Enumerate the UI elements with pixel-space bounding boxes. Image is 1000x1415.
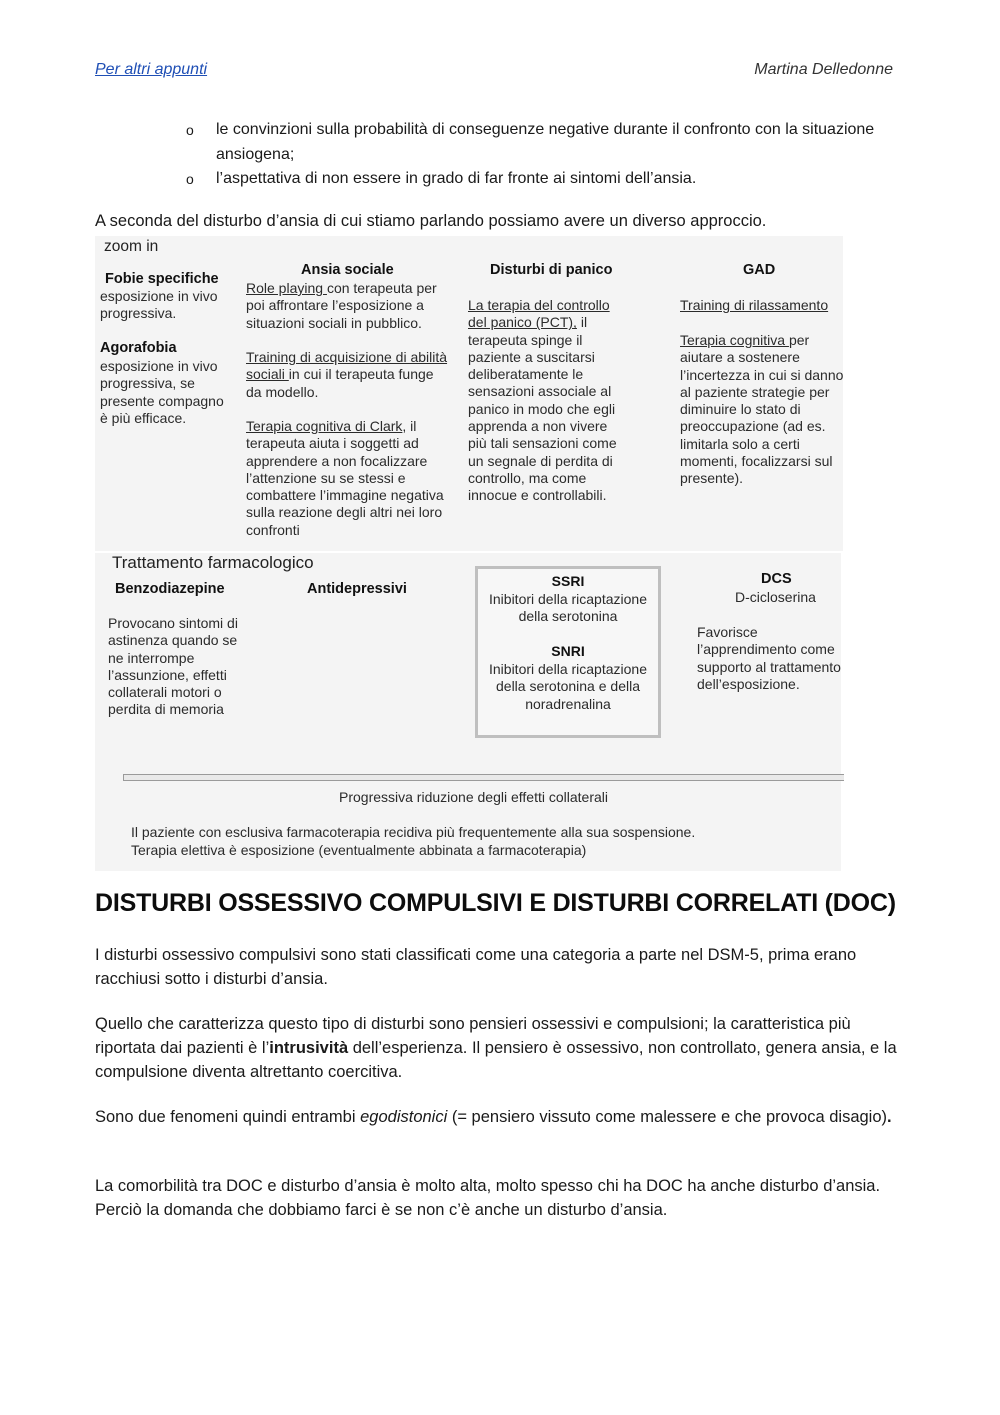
- ansia-sociale-p1: [246, 280, 448, 332]
- ssri-title: SSRI: [551, 573, 585, 589]
- panico-title: Disturbi di panico: [490, 262, 613, 278]
- drug-treatment-panel: [95, 553, 841, 871]
- p2-text-a: Quello che caratterizza questo tipo di disturbi sono pensieri ossessivi e compulsioni; la caratteristica più riportata dai pazienti è l’: [95, 1015, 851, 1057]
- pct-label: La terapia del controllo del panico (PCT),: [468, 297, 610, 331]
- snri-title: SNRI: [551, 643, 585, 659]
- gad-p1: Training di rilassamento: [680, 297, 829, 313]
- dcs-title: DCS: [761, 571, 792, 587]
- panico-text: [468, 297, 628, 505]
- therapy-image-panel: [95, 236, 843, 551]
- p3-period: .: [887, 1108, 892, 1126]
- intrusivita-term: intrusività: [269, 1039, 349, 1057]
- ssri-text: Inibitori della ricaptazione della serotonina: [489, 591, 647, 625]
- bullet-text: l’aspettativa di non essere in grado di far fronte ai sintomi dell’ansia.: [216, 170, 697, 187]
- gad-p2: [680, 332, 845, 488]
- antidep-title: Antidepressivi: [307, 581, 407, 597]
- terapia-cognitiva-label: Terapia cognitiva: [680, 332, 789, 348]
- dcs-subtitle: D-cicloserina: [735, 589, 816, 605]
- paragraph-comorbilita: La comorbilità tra DOC e disturbo d’ansia è molto alta, molto spesso chi ha DOC ha anche disturbo d’ansia. Perciò la domanda che dobbiamo farci è se non c’è anche un disturbo d’ansia.: [95, 1177, 881, 1219]
- other-notes-link[interactable]: Per altri appunti: [95, 61, 208, 78]
- ansia-p2-text: in cui il terapeuta funge da modello.: [246, 366, 434, 400]
- gad-title: GAD: [743, 262, 776, 278]
- dcs-text: Favorisce l’apprendimento come supporto al trattamento dell’esposizione.: [697, 624, 841, 692]
- fobie-text: esposizione in vivo progressiva.: [100, 288, 218, 322]
- list-item: [186, 118, 886, 167]
- ansia-sociale-p3: [246, 418, 448, 539]
- snri-text: Inibitori della ricaptazione della serotonina e della noradrenalina: [489, 661, 647, 712]
- agorafobia-text: esposizione in vivo progressiva, se presente compagno è più efficace.: [100, 358, 224, 426]
- intro-paragraph: A seconda del disturbo d’ansia di cui stiamo parlando possiamo avere un diverso approccio.: [95, 212, 767, 230]
- p2-text-c: dell’esperienza. Il pensiero è ossessivo, non controllato, genera ansia, e la compulsione diventa altrettanto coercitiva.: [95, 1039, 897, 1081]
- agorafobia-title: Agorafobia: [100, 340, 177, 356]
- author-name: Martina Delledonne: [754, 61, 893, 78]
- gad-p2-text: per aiutare a sostenere l’incertezza in cui si danno al paziente strategie per diminuire lo stato di preoccupazione (ad es. limitarla solo a certi momenti, focalizzarsi sul presente).: [680, 332, 844, 487]
- ansia-sociale-p2: [246, 349, 448, 401]
- training-label: Training di acquisizione di abilità sociali: [246, 349, 448, 383]
- ssri-snri-box: [475, 566, 661, 738]
- paragraph-egodistonici: [95, 1105, 910, 1129]
- ansia-p3-text: , il terapeuta aiuta i soggetti ad apprendere a non focalizzare l’attenzione su se stessi e combattere l’immagine negativa sulla reazione degli altri nei loro confronti: [246, 418, 444, 538]
- side-effects-bar: [123, 774, 844, 781]
- panel-title: Trattamento farmacologico: [112, 553, 314, 572]
- p3-text-c: (= pensiero vissuto come malessere e che provoca disagio): [447, 1108, 888, 1126]
- bullet-list: [186, 118, 886, 192]
- note-line-2: Terapia elettiva è esposizione (eventualmente abbinata a farmacoterapia): [131, 842, 587, 858]
- section-title: DISTURBI OSSESSIVO COMPULSIVI E DISTURBI CORRELATI (DOC): [95, 889, 896, 917]
- ansia-p1-text: con terapeuta per poi affrontare l’esposizione a situazioni sociali in pubblico.: [246, 280, 437, 331]
- bullet-marker: o: [186, 122, 194, 138]
- paragraph-dsm: I disturbi ossessivo compulsivi sono stati classificati come una categoria a parte nel DSM-5, prima erano racchiusi sotto i disturbi d’ansia.: [95, 946, 857, 988]
- panel-title: zoom in: [104, 238, 159, 255]
- panico-body: il terapeuta spinge il paziente a suscitarsi deliberatamente le sensazioni associale al panico in modo che egli apprenda a non vivere più tali sensazioni come un segnale di perdita di controllo, ma come innocue e controllabili.: [468, 314, 617, 504]
- benzo-title: Benzodiazepine: [115, 581, 225, 597]
- bar-label: Progressiva riduzione degli effetti collaterali: [339, 789, 608, 805]
- benzo-text: Provocano sintomi di astinenza quando se ne interrompe l’assunzione, effetti collaterali motori o perdita di memoria: [108, 615, 238, 718]
- bullet-marker: o: [186, 171, 194, 187]
- clark-label: Terapia cognitiva di Clark: [246, 418, 403, 434]
- ansia-sociale-title: Ansia sociale: [301, 262, 394, 278]
- role-playing-label: Role playing: [246, 280, 327, 296]
- paragraph-intrusivita: [95, 1012, 910, 1084]
- note-line-1: Il paziente con esclusiva farmacoterapia recidiva più frequentemente alla sua sospensione.: [131, 824, 696, 840]
- p3-text-a: Sono due fenomeni quindi entrambi: [95, 1108, 361, 1126]
- fobie-title: Fobie specifiche: [105, 271, 219, 287]
- list-item: [186, 167, 886, 192]
- bullet-text: le convinzioni sulla probabilità di conseguenze negative durante il confronto con la situazione ansiogena;: [216, 121, 875, 163]
- egodistonici-term: egodistonici: [360, 1108, 448, 1126]
